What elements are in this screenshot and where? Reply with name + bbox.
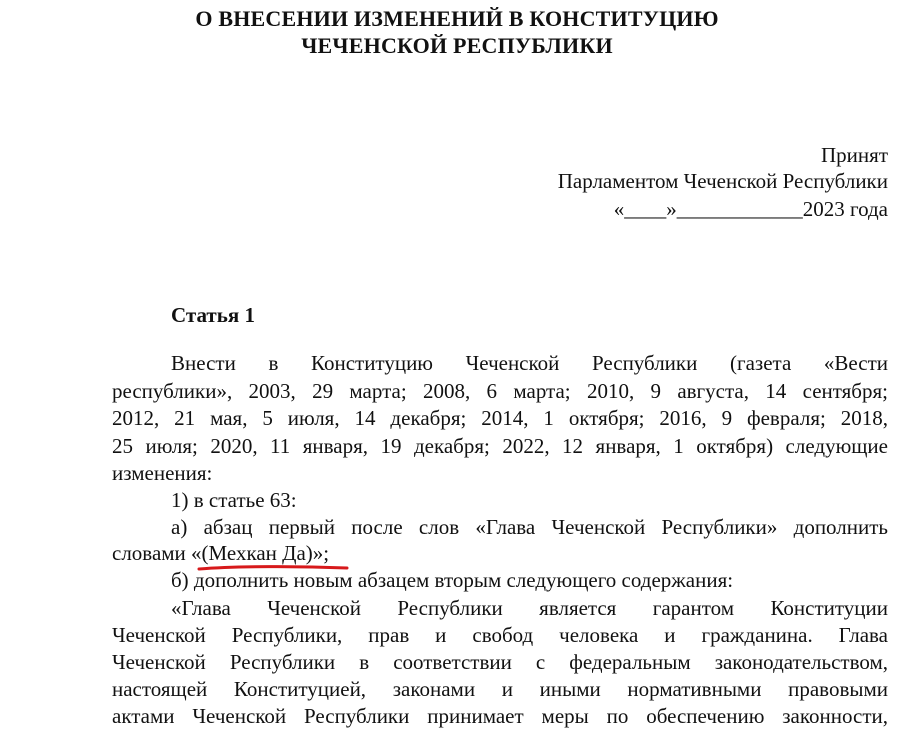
body-line: республики», 2003, 29 марта; 2008, 6 марта; 2010, 9 августа, 14 сентября; — [112, 379, 888, 403]
quoted-paragraph-line: актами Чеченской Республики принимает меры по обеспечению законности, — [112, 704, 888, 728]
list-item-article-63: 1) в статье 63: — [171, 488, 297, 512]
quoted-paragraph-line: «Глава Чеченской Республики является гарантом Конституции — [171, 596, 888, 620]
subitem-a: а) абзац первый после слов «Глава Чеченской Республики» дополнить — [171, 515, 888, 539]
subitem-b: б) дополнить новым абзацем вторым следующего содержания: — [171, 568, 734, 592]
quoted-paragraph-line: Чеченской Республики, прав и свобод человека и гражданина. Глава — [112, 623, 888, 647]
article-heading: Статья 1 — [171, 303, 255, 327]
adopted-label: Принят — [821, 143, 888, 167]
body-line: изменения: — [112, 461, 213, 485]
body-line: 25 июля; 2020, 11 января, 19 декабря; 2022, 12 января, 1 октября) следующие — [112, 434, 888, 458]
quoted-paragraph-line: Чеченской Республики в соответствии с федеральным законодательством, — [112, 650, 888, 674]
document-title-line-1: О ВНЕСЕНИИ ИЗМЕНЕНИЙ В КОНСТИТУЦИЮ — [195, 6, 719, 31]
body-line: Внести в Конституцию Чеченской Республики (газета «Вести — [171, 351, 888, 375]
quoted-paragraph-line: настоящей Конституцией, законами и иными нормативными правовыми — [112, 677, 888, 701]
document-title-line-2: ЧЕЧЕНСКОЙ РЕСПУБЛИКИ — [301, 33, 613, 58]
adopted-date: «____»____________2023 года — [613, 197, 888, 221]
body-line: 2012, 21 мая, 5 июля, 14 декабря; 2014, 1 октября; 2016, 9 февраля; 2018, — [112, 406, 888, 430]
adopted-by: Парламентом Чеченской Республики — [557, 169, 888, 193]
subitem-a-continued: словами «(Мехкан Да)»; — [112, 541, 330, 565]
